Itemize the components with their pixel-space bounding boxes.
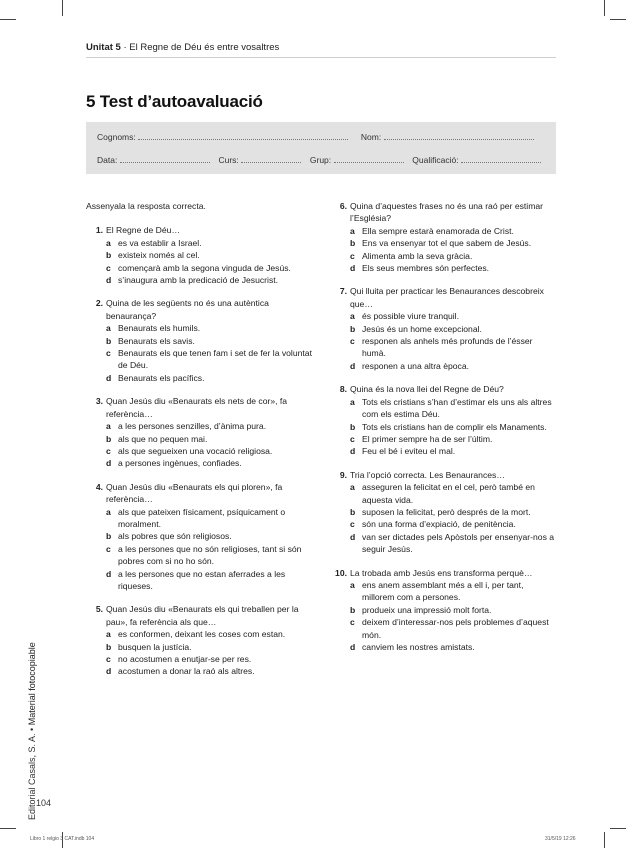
question-text: La trobada amb Jesús ens transforma perquè…	[350, 567, 533, 578]
answer-option[interactable]	[106, 506, 314, 531]
option-text: són una forma d’expiació, de penitència.	[362, 519, 516, 530]
question-text: Quan Jesús diu «Benaurats els qui ploren», fa referència…	[106, 481, 283, 505]
group-label: Grup:	[309, 155, 332, 165]
answer-option[interactable]	[350, 506, 558, 518]
page-number: 104	[36, 798, 52, 808]
option-letter: c	[350, 433, 355, 444]
question-number: 7.	[339, 286, 347, 297]
question-number: 10.	[335, 567, 347, 578]
answer-option[interactable]	[350, 225, 558, 237]
side-separator: •	[27, 727, 37, 731]
option-letter: d	[350, 446, 356, 457]
question-number: 5.	[95, 604, 103, 615]
question-number: 2.	[95, 298, 103, 309]
answer-option[interactable]	[106, 347, 314, 372]
grade-field[interactable]	[461, 155, 541, 163]
option-letter: a	[106, 323, 111, 334]
question-number: 1.	[95, 225, 103, 236]
question-item	[86, 224, 314, 286]
option-letter: d	[106, 666, 112, 677]
option-text: es va establir a Israel.	[118, 237, 202, 248]
option-letter: b	[350, 238, 356, 249]
answer-option[interactable]	[350, 604, 558, 616]
option-text: als que pateixen físicament, psíquicament o moralment.	[118, 506, 286, 529]
answer-option[interactable]	[106, 665, 314, 677]
option-text: Ens va ensenyar tot el que sabem de Jesús.	[362, 238, 532, 249]
question-item	[330, 567, 558, 654]
option-letter: b	[106, 531, 112, 542]
answer-option[interactable]	[106, 543, 314, 568]
option-letter: a	[106, 421, 111, 432]
option-letter: d	[106, 458, 112, 469]
answer-option[interactable]	[106, 628, 314, 640]
option-letter: c	[106, 445, 111, 456]
page-title: 5 Test d’autoavaluació	[86, 92, 263, 111]
header-separator: ·	[123, 42, 127, 53]
option-text: als que no pequen mai.	[118, 433, 208, 444]
question-text: El Regne de Déu…	[106, 225, 181, 236]
student-info-form	[86, 122, 556, 174]
copyright-side-label	[27, 560, 37, 820]
option-letter: c	[350, 519, 355, 530]
question-text: Quina de les següents no és una autèntica benaurança?	[106, 298, 269, 321]
answer-option[interactable]	[106, 457, 314, 469]
answer-option[interactable]	[350, 616, 558, 641]
date-field[interactable]	[120, 155, 210, 163]
option-text: busquen la justícia.	[118, 641, 192, 652]
option-text: Benaurats els savis.	[118, 335, 195, 346]
option-letter: a	[350, 482, 355, 493]
option-text: és possible viure tranquil.	[362, 311, 459, 322]
option-letter: d	[350, 642, 356, 652]
answer-option[interactable]	[350, 360, 558, 372]
answer-option[interactable]	[106, 249, 314, 261]
option-text: existeix només al cel.	[118, 250, 200, 261]
option-text: produeix una impressió molt forta.	[362, 604, 492, 615]
date-label: Data:	[97, 155, 118, 165]
option-text: als pobres que són religiosos.	[118, 531, 232, 542]
publisher-name: Editorial Casals, S. A.	[27, 733, 37, 820]
course-label: Curs:	[218, 155, 239, 165]
form-row-details	[97, 155, 541, 165]
crop-mark	[610, 828, 626, 829]
option-text: El primer sempre ha de ser l’últim.	[362, 433, 493, 444]
answer-option[interactable]	[350, 531, 558, 556]
instruction: Assenyala la resposta correcta.	[86, 201, 206, 211]
answer-option[interactable]	[350, 335, 558, 360]
option-text: no acostumen a enutjar-se per res.	[118, 654, 252, 664]
answer-option[interactable]	[106, 445, 314, 457]
question-item	[330, 285, 558, 372]
option-letter: c	[106, 654, 111, 664]
option-letter: b	[106, 335, 112, 346]
question-number: 4.	[95, 481, 103, 492]
option-letter: b	[106, 641, 112, 652]
answer-option[interactable]	[350, 481, 558, 506]
answer-option[interactable]	[350, 445, 558, 457]
option-letter: b	[350, 421, 356, 432]
option-text: responen als anhels més profunds de l’ésser humà.	[362, 336, 533, 359]
answer-option[interactable]	[106, 420, 314, 432]
crop-mark	[0, 19, 16, 20]
answer-option[interactable]	[106, 530, 314, 542]
question-item	[86, 297, 314, 384]
question-text: Quina és la nova llei del Regne de Déu?	[350, 384, 504, 395]
course-field[interactable]	[241, 155, 301, 163]
option-text: als que segueixen una vocació religiosa.	[118, 445, 273, 456]
option-text: Jesús és un home excepcional.	[362, 323, 482, 334]
option-text: Alimenta amb la seva gràcia.	[362, 250, 473, 261]
option-text: es conformen, deixant les coses com estan.	[118, 629, 286, 640]
option-text: Benaurats els humils.	[118, 323, 201, 334]
option-text: deixem d’interessar-nos pels problemes d’aquest món.	[362, 617, 549, 640]
answer-option[interactable]	[350, 579, 558, 604]
answer-option[interactable]	[350, 310, 558, 322]
option-text: acostumen a donar la raó als altres.	[118, 666, 255, 677]
option-letter: b	[350, 323, 356, 334]
crop-mark	[0, 828, 16, 829]
grade-label: Qualificació:	[412, 155, 459, 165]
answer-option[interactable]	[106, 262, 314, 274]
answer-option[interactable]	[106, 568, 314, 593]
question-text: Quan Jesús diu «Benaurats els qui treballen per la pau», fa referència als que…	[106, 604, 299, 627]
option-text: Tots els cristians s’han d’estimar els uns als altres com els estima Déu.	[362, 396, 552, 420]
option-letter: d	[106, 568, 112, 579]
option-text: s’inaugura amb la predicació de Jesucrist.	[118, 275, 279, 286]
option-text: responen a una altra època.	[362, 360, 470, 371]
answer-option[interactable]	[350, 237, 558, 249]
option-text: començarà amb la segona vinguda de Jesús.	[118, 262, 291, 273]
surname-field[interactable]	[138, 132, 348, 140]
question-list-left	[86, 224, 314, 677]
option-text: Ella sempre estarà enamorada de Crist.	[362, 225, 514, 236]
header-rule	[86, 57, 556, 58]
crop-mark	[604, 0, 605, 16]
answer-option[interactable]	[350, 433, 558, 445]
option-letter: d	[350, 531, 356, 542]
question-item	[86, 603, 314, 677]
name-field[interactable]	[384, 132, 534, 140]
answer-option[interactable]	[106, 372, 314, 384]
question-number: 8.	[339, 384, 347, 395]
surname-label: Cognoms:	[97, 132, 136, 142]
unit-subtitle: El Regne de Déu és entre vosaltres	[129, 42, 280, 53]
option-text: suposen la felicitat, però després de la mort.	[362, 506, 531, 517]
question-number: 6.	[339, 201, 347, 211]
question-item	[86, 481, 314, 593]
option-text: Tots els cristians han de complir els Manaments.	[362, 421, 547, 432]
option-letter: c	[106, 262, 111, 273]
option-letter: a	[350, 225, 355, 236]
name-label: Nom:	[360, 132, 382, 142]
questions-column-right	[330, 200, 558, 664]
option-text: Feu el bé i eviteu el mal.	[362, 446, 456, 457]
option-letter: a	[350, 311, 355, 322]
answer-option[interactable]	[106, 433, 314, 445]
group-field[interactable]	[334, 155, 404, 163]
option-letter: b	[106, 433, 112, 444]
option-letter: d	[106, 275, 112, 286]
option-letter: c	[106, 543, 111, 554]
option-text: canviem les nostres amistats.	[362, 642, 475, 652]
option-letter: c	[350, 617, 355, 628]
answer-option[interactable]	[106, 641, 314, 653]
footer-timestamp: 31/5/19 12:26	[545, 836, 576, 842]
question-number: 9.	[339, 469, 347, 480]
crop-mark	[62, 0, 63, 16]
option-letter: c	[350, 250, 355, 261]
answer-option[interactable]	[350, 421, 558, 433]
question-item	[330, 469, 558, 556]
question-item	[86, 395, 314, 469]
option-text: Benaurats els que tenen fam i set de fer la voluntat de Déu.	[118, 348, 312, 371]
option-letter: d	[106, 372, 112, 383]
option-letter: a	[106, 506, 111, 517]
option-text: a les persones que no estan aferrades a les riqueses.	[118, 568, 286, 591]
option-letter: d	[350, 263, 356, 274]
question-item	[330, 200, 558, 274]
question-list-right	[330, 200, 558, 653]
question-number: 3.	[95, 396, 103, 407]
unit-label: Unitat 5	[86, 42, 121, 53]
option-letter: b	[350, 506, 356, 517]
answer-option[interactable]	[106, 322, 314, 334]
crop-mark	[610, 19, 626, 20]
answer-option[interactable]	[106, 653, 314, 665]
option-text: Benaurats els pacífics.	[118, 372, 205, 383]
crop-mark	[604, 832, 605, 848]
answer-option[interactable]	[350, 262, 558, 274]
option-text: a persones ingènues, confiades.	[118, 458, 242, 469]
option-text: asseguren la felicitat en el cel, però també en aquesta vida.	[362, 482, 535, 505]
answer-option[interactable]	[350, 323, 558, 335]
footer-file-info: Libro 1 relgio 3 CAT.indb 104	[30, 836, 95, 842]
answer-option[interactable]	[106, 335, 314, 347]
question-text: Tria l’opció correcta. Les Benaurances…	[350, 469, 505, 480]
option-letter: c	[350, 336, 355, 347]
running-header	[86, 42, 279, 53]
question-item	[330, 383, 558, 457]
questions-column-left	[86, 200, 314, 689]
option-text: a les persones senzilles, d’ànima pura.	[118, 421, 267, 432]
answer-option[interactable]	[350, 396, 558, 421]
option-letter: a	[106, 629, 111, 640]
option-text: van ser dictades pels Apòstols per ensenyar-nos a seguir Jesús.	[362, 531, 555, 555]
question-text: Qui lluita per practicar les Benaurances descobreix que…	[350, 286, 544, 309]
question-text: Quina d’aquestes frases no és una raó per estimar l’Església?	[350, 201, 543, 224]
option-letter: a	[350, 396, 355, 407]
answer-option[interactable]	[350, 641, 558, 653]
form-row-names	[97, 132, 534, 142]
option-letter: a	[350, 579, 355, 590]
option-text: a les persones que no són religioses, tant si són pobres com si no ho són.	[118, 543, 302, 567]
option-letter: a	[106, 237, 111, 248]
answer-option[interactable]	[350, 250, 558, 262]
material-label: Material fotocopiable	[27, 642, 37, 726]
option-letter: b	[350, 604, 356, 615]
option-letter: b	[106, 250, 112, 261]
option-text: Els seus membres són perfectes.	[362, 263, 490, 274]
answer-option[interactable]	[106, 237, 314, 249]
option-text: ens anem assemblant més a ell i, per tant, millorem com a persones.	[362, 579, 524, 603]
question-text: Quan Jesús diu «Benaurats els nets de cor», fa referència…	[106, 396, 288, 419]
answer-option[interactable]	[350, 518, 558, 530]
option-letter: d	[350, 360, 356, 371]
answer-option[interactable]	[106, 274, 314, 286]
option-letter: c	[106, 348, 111, 359]
